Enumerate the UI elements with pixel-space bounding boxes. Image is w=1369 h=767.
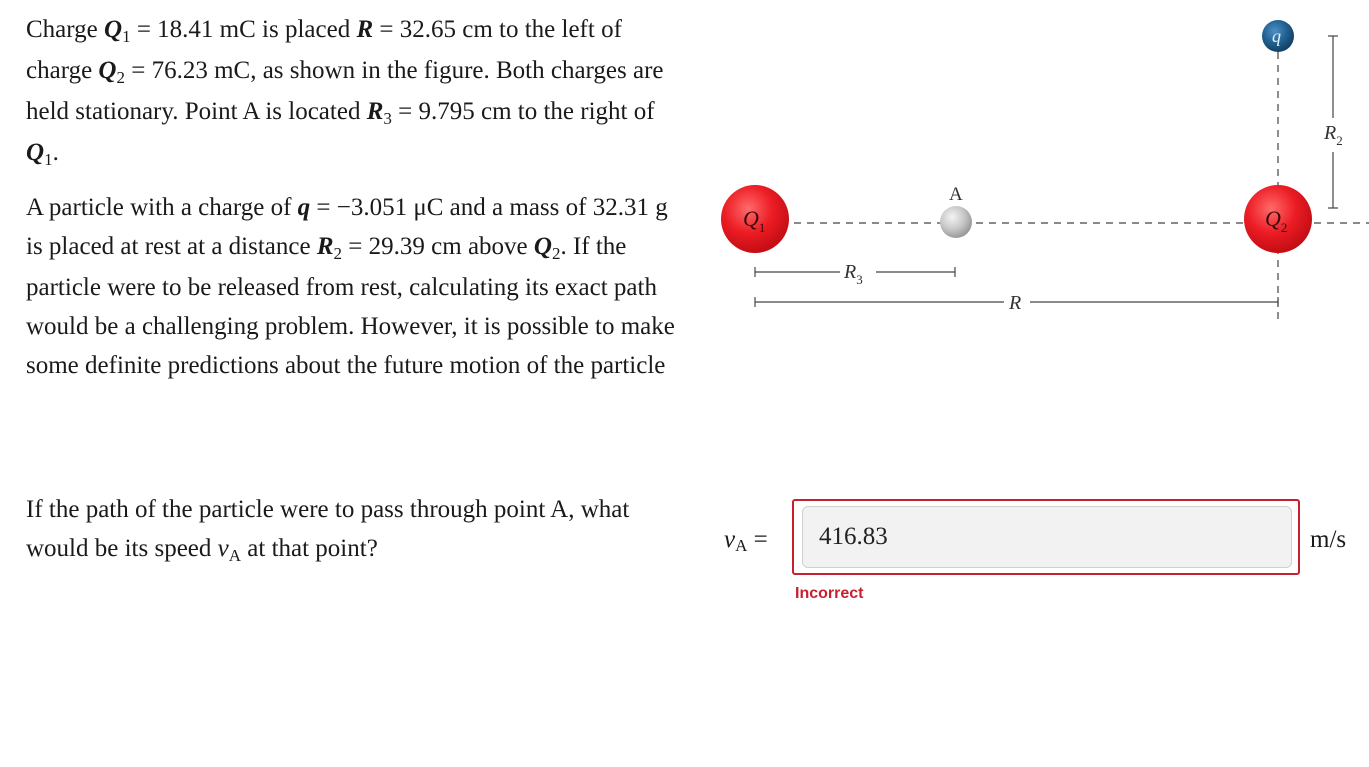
charge-q1 [721,185,789,253]
q2-symbol: $Q_2$ [533,233,561,263]
r-dimension [755,289,1278,315]
charge-diagram [700,0,1369,345]
r-symbol: R [356,16,374,43]
text: . If the particle were to be released from rest, calculating its exact path would be a challenging problem. However, it is possible to make some definite predictions about the future motion of the particle [26,233,675,379]
text: = 18.41 mC is placed [130,16,357,43]
svg-text:R3: $R_3$ [844,261,863,287]
svg-text:A: A [949,184,963,205]
text: = 76.23 mC, as shown in the figure. Both charges are held stationary. Point A is located [26,57,664,125]
svg-text:R: R [1009,292,1022,314]
text: = −3.051 μC and a mass of 32.31 g is placed at rest at a distance [26,194,668,260]
r2-dimension [1320,36,1350,208]
text: = 29.39 cm above [342,233,534,260]
answer-field-wrapper [792,499,1300,575]
units-label: m/s [1310,526,1347,553]
svg-text:Q1: $Q_1$ [743,206,766,235]
question-text: If the path of the particle were to pass through point A, what would be its speed $v_A$ at that point? [26,496,630,565]
text: = 32.65 cm to the left of charge [26,16,622,84]
problem-paragraph-2 [26,188,686,385]
text: A particle with a charge of [26,194,298,221]
test-charge-q [1262,20,1294,52]
q1-symbol: $Q_1$ [26,139,53,169]
feedback-incorrect: Incorrect [795,585,864,602]
svg-text:q: q [1272,26,1281,46]
text: = 9.795 cm to the right of [391,98,655,125]
r3-dimension [755,258,955,287]
svg-text:R2: $R_2$ [1324,122,1343,148]
answer-input[interactable] [802,506,1292,568]
q1-symbol: $Q_1$ [104,16,131,46]
r2-symbol: $R_2$ [316,233,343,263]
text: . [52,139,59,166]
point-a [940,184,972,238]
problem-statement [26,10,686,385]
r3-symbol: $R_3$ [366,98,392,128]
answer-label: vA = [724,526,768,555]
problem-paragraph-1 [26,10,686,174]
va-symbol: $v_A$ [217,535,242,565]
svg-text:Q2: $Q_2$ [1265,206,1288,235]
text: Charge [26,16,104,43]
q-symbol: q [297,194,311,221]
q2-symbol: $Q_2$ [98,57,125,87]
charge-q2 [1244,185,1312,253]
